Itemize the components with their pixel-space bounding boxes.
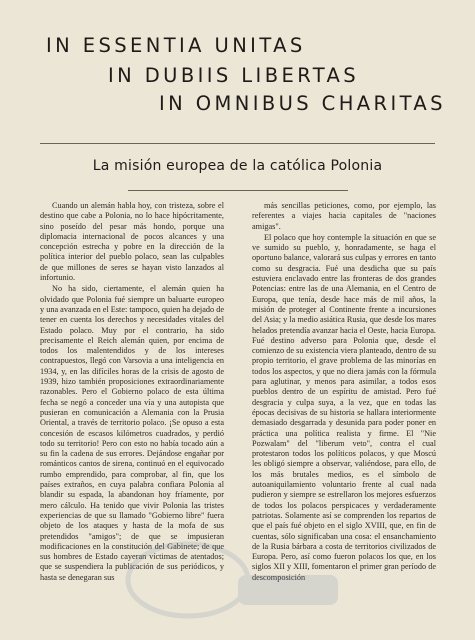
paragraph: No ha sido, ciertamente, el alemán quien ha olvidado que Polonia fué siempre un baluarte europeo y una avanzada en el Este: tampoco, quien ha dejado de tener en cuenta los derechos y necesidades vitales del Estado polaco. Muy por el contrario, ha sido precisamente el Reich alemán quien, por encima de todos los malentendidos y de los intereses contrapuestos, llegó con Varsovia a una inteligencia en 1934, y, en las difíciles horas de la crisis de agosto de 1939, hizo también proposiciones extraordinariamente razonables. Pero el Gobierno polaco de esta última fecha se negó a conceder una vía y una autopista que pusieran en comunicación a Alemania con la Prusia Oriental, a través de territorio polaco. ¡Se opuso a esta concesión de escasos kilómetros cuadrados, y perdió todo su territorio! Pero con esto no había tocado aún a su fin la cadena de sus errores. Dejándose engañar por románticos cantos de sirena, continuó en el equivocado rumbo emprendido, para comprobar, al fin, que los países extraños, en cuya palabra confiara Polonia al blandir su espada, la abandonan hoy fríamente, por mero cálculo. Ha tenido que vivir Polonia las tristes experiencias de que su llamado "Gobierno libre" fuera objeto de los ataques y hasta de la mofa de sus pretendidos "amigos"; de que se impusieran modificaciones en la constitución del Gabinete; de que sus hombres de Estado cayeran víctimas de atentados; que se suspendiera la publicación de sus periódicos, y hasta se denegaran sus xyxy=(40,284,224,582)
title-rule xyxy=(128,190,348,191)
paragraph: El polaco que hoy contemple la situación en que se ve sumido su pueblo, y, honradamente, se haga el oportuno balance, valorará sus culpas y errores en tanto como su desgracia. Fué una desdicha que su país estuviera enclavado entre las fronteras de dos grandes Potencias: entre las de una Alemania, en el Centro de Europa, que tenía, desde hace más de mil años, la misión de proteger al Continente frente a incursiones del Asia; y la medio asiática Rusia, que desde los mares helados pretendía avanzar hacia el Oeste, hacia Europa. Fué destino adverso para Polonia que, desde el comienzo de su existencia viera planteado, dentro de su propio territorio, el grave problema de las minorías en todos los aspectos, y que no diera jamás con la fórmula para aglutinar, y menos para asimilar, a todos esos pueblos dentro de un espíritu de amistad. Pero fué desgracia y culpa suya, a la vez, que en todas las épocas decisivas de su historia se hallara interiormente demasiado desgarrada y desunida para poder poner en práctica una política realista y firme. El "Nie Pozwalam" del "liberum veto", contra el cual protestaron todos los políticos polacos, y que Moscú les obligó siempre a observar, valiéndose, para ello, de los más brutales medios, es el símbolo de autoaniquilamiento voluntario frente al cual nada pudieron y siempre se estrellaron los mejores esfuerzos de todos los polacos perspicaces y verdaderamente patriotas. Solamente así se comprenden los repartos de que el país fué objeto en el siglo XVIII, que, en fin de cuentas, sólo significaban una cosa: el ensanchamiento de la Rusia bárbara a costa de territorios civilizados de Europa. Pero, así como fueron polacos los que, en los siglos XII y XIII, fomentaron el primer gran período de descomposición xyxy=(252,232,436,582)
article-column-left xyxy=(40,201,224,583)
article-title: La misión europea de la católica Polonia xyxy=(92,158,383,174)
top-rule xyxy=(40,143,435,144)
article-column-right xyxy=(252,201,436,583)
paragraph: más sencillas peticiones, como, por ejemplo, las referentes a viajes hacia capitales de "naciones amigas". xyxy=(252,201,436,231)
paragraph: Cuando un alemán habla hoy, con tristeza, sobre el destino que cabe a Polonia, no lo hace hipócritamente, sino poseído del pesar más hondo, porque una diplomacia internacional de pocos alcances y una concepción estrecha y pobre en la dirección de la política interior del pueblo polaco, sean las culpables de que millones de seres se hayan visto lanzados al infortunio. xyxy=(40,201,224,283)
motto-line-1: IN ESSENTIA UNITAS xyxy=(46,34,306,57)
motto-line-3: IN OMNIBUS CHARITAS xyxy=(159,92,446,115)
motto-line-2: IN DUBIIS LIBERTAS xyxy=(108,64,360,87)
